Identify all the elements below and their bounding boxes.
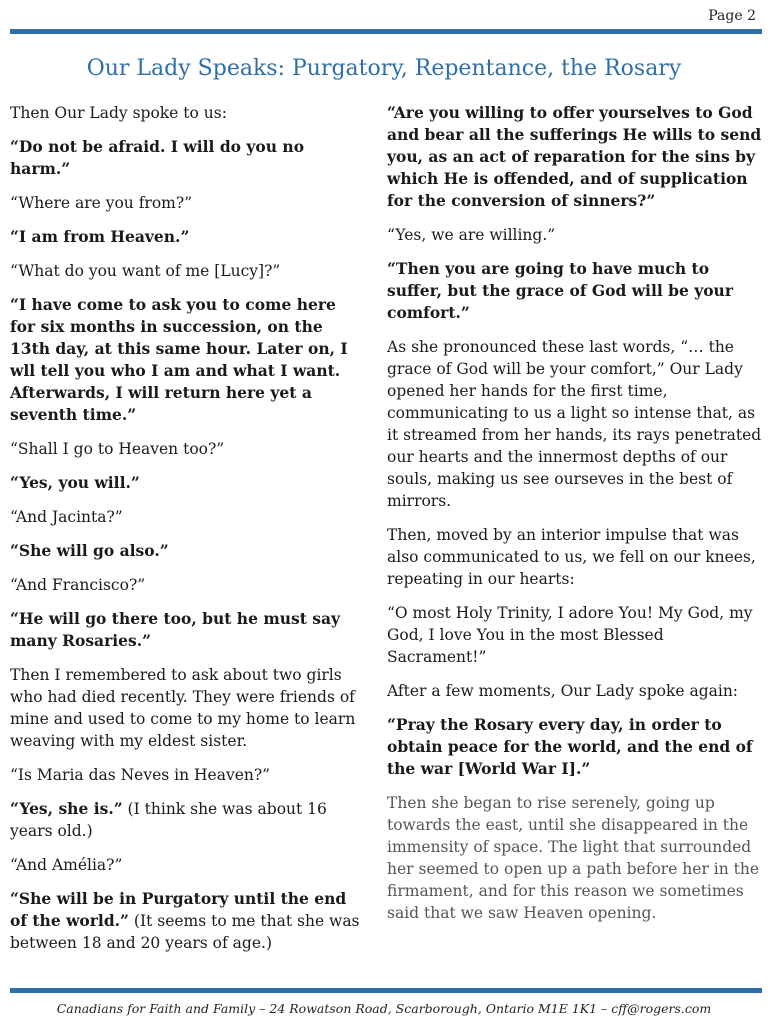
paragraph: Then, moved by an interior impulse that was also communicated to us, we fell on our knees, repeating in our hearts: [387,526,756,588]
paragraph: After a few moments, Our Lady spoke again: [387,682,739,700]
paragraph: “Is Maria das Neves in Heaven?” [10,766,271,784]
quote-paragraph: “He will go there too, but he must say many Rosaries.” [10,609,341,650]
quote-paragraph: “I am from Heaven.” [10,227,190,246]
footer-rule [10,988,762,993]
page-title: Our Lady Speaks: Purgatory, Repentance, the Rosary [86,56,682,81]
paragraph: Then Our Lady spoke to us: [10,104,227,122]
paragraph: “What do you want of me [Lucy]?” [10,262,281,280]
paragraph: “And Amélia?” [10,856,123,874]
right-column [387,102,764,936]
mixed-paragraph [10,798,363,842]
paragraph: “And Jacinta?” [10,508,123,526]
left-column [10,102,363,966]
quote-span: “Yes, she is.” [10,799,123,818]
page-number: Page 2 [708,8,756,24]
paragraph: “And Francisco?” [10,576,146,594]
quote-paragraph: “She will go also.” [10,541,169,560]
quote-span: “She will be in Purgatory until the end of the world.” [10,889,347,930]
footer: Canadians for Faith and Family – 24 Rowatson Road, Scarborough, Ontario M1E 1K1 – cff@rogers.com [56,1001,712,1016]
paragraph: “O most Holy Trinity, I adore You! My God, my God, I love You in the most Blessed Sacrament!” [387,604,753,666]
quote-paragraph: “Pray the Rosary every day, in order to obtain peace for the world, and the end of the war [World War I].” [387,715,753,778]
aside-span: (I think she was about 16 years old.) [10,800,327,840]
paragraph: “Where are you from?” [10,194,193,212]
paragraph: “Yes, we are willing.” [387,226,556,244]
quote-paragraph: “Are you willing to offer yourselves to God and bear all the sufferings He wills to send you, as an act of reparation for the sins by which He is offended, and of supplication for the conversion of sinners?” [387,103,762,210]
quote-paragraph: “Do not be afraid. I will do you no harm.” [10,137,305,178]
paragraph: Then she began to rise serenely, going up towards the east, until she disappeared in the immensity of space. The light that surrounded her seemed to open up a path before her in the firmament, and for this reason we sometimes said that we saw Heaven opening. [387,794,760,922]
header-rule [10,29,762,34]
paragraph: “Shall I go to Heaven too?” [10,440,225,458]
quote-paragraph: “Then you are going to have much to suffer, but the grace of God will be your comfort.” [387,259,733,322]
paragraph: Then I remembered to ask about two girls who had died recently. They were friends of mine and used to come to my home to learn weaving with my eldest sister. [10,666,356,750]
paragraph: As she pronounced these last words, “… the grace of God will be your comfort,” Our Lady opened her hands for the first time, communicating to us a light so intense that, as it streamed from her hands, its rays penetrated our hearts and the innermost depths of our souls, making us see ourseves in the best of mirrors. [387,338,762,510]
quote-paragraph: “I have come to ask you to come here for six months in succession, on the 13th day, at this same hour. Later on, I wll tell you who I am and what I want. Afterwards, I will return here yet a seventh time.” [10,295,348,424]
mixed-paragraph [10,888,363,954]
aside-span: (It seems to me that she was between 18 and 20 years of age.) [10,912,360,952]
quote-paragraph: “Yes, you will.” [10,473,140,492]
